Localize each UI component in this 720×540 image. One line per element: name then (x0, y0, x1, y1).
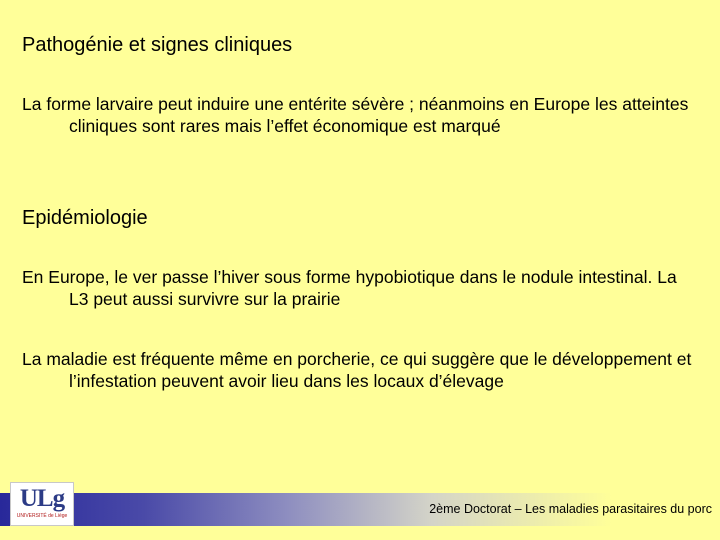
logo-mark: ULg (19, 485, 65, 512)
slide-title-epidemiologie: Epidémiologie (22, 207, 148, 229)
paragraph-pig-housing: La maladie est fréquente même en porcherie, ce qui suggère que le développement et l’infestation peuvent avoir lieu dans les locaux d’élevage (22, 349, 692, 391)
slide-title-pathogenie: Pathogénie et signes cliniques (22, 34, 293, 56)
paragraph-clinical-signs: La forme larvaire peut induire une entérite sévère ; néanmoins en Europe les atteintes cliniques sont rares mais l’effet économique est marqué (22, 94, 689, 136)
logo-subtext: UNIVERSITÉ de Liège (16, 513, 68, 519)
footer-course-label: 2ème Doctorat – Les maladies parasitaires du porc (429, 502, 712, 516)
university-logo (10, 482, 74, 526)
paragraph-overwintering: En Europe, le ver passe l’hiver sous forme hypobiotique dans le nodule intestinal. La L3 peut aussi survivre sur la prairie (22, 267, 677, 309)
